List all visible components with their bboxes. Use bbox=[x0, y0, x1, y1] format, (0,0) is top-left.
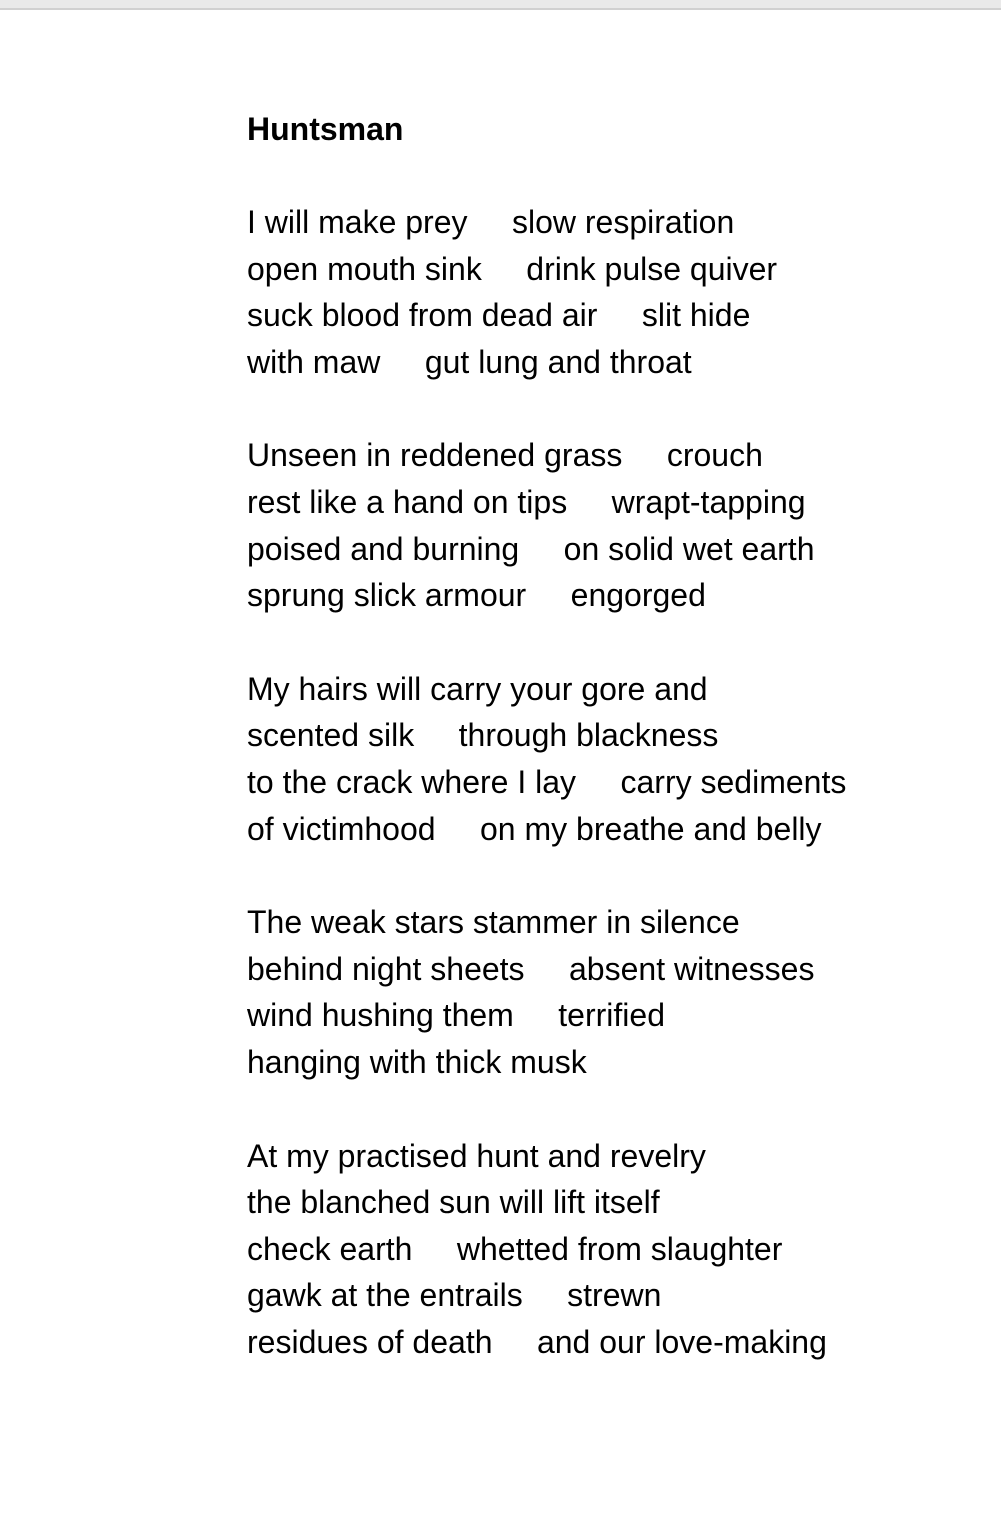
poem-line: behind night sheets absent witnesses bbox=[247, 950, 815, 987]
poem-line: check earth whetted from slaughter bbox=[247, 1230, 783, 1267]
stanza-4 bbox=[247, 899, 987, 1085]
poem-line: poised and burning on solid wet earth bbox=[247, 530, 815, 567]
stanza-3 bbox=[247, 666, 987, 852]
poem-line: with maw gut lung and throat bbox=[247, 343, 692, 380]
poem-line: of victimhood on my breathe and belly bbox=[247, 810, 822, 847]
stanza-5 bbox=[247, 1133, 987, 1366]
poem-line: I will make prey slow respiration bbox=[247, 204, 735, 240]
poem-line: to the crack where I lay carry sediments bbox=[247, 763, 847, 800]
poem-line: suck blood from dead air slit hide bbox=[247, 297, 751, 334]
poem-line: open mouth sink drink pulse quiver bbox=[247, 250, 778, 287]
stanza-1 bbox=[247, 199, 987, 385]
stanza-2 bbox=[247, 432, 987, 618]
poem-line: At my practised hunt and revelry bbox=[247, 1137, 706, 1174]
poem-line: The weak stars stammer in silence bbox=[247, 904, 740, 941]
poem-line: hanging with thick musk bbox=[247, 1043, 587, 1080]
poem-line: the blanched sun will lift itself bbox=[247, 1184, 660, 1221]
poem-line: My hairs will carry your gore and bbox=[247, 670, 708, 707]
poem-line: residues of death and our love-making bbox=[247, 1323, 827, 1360]
document-page bbox=[0, 10, 1001, 1520]
poem-line: rest like a hand on tips wrapt-tapping bbox=[247, 483, 806, 520]
poem-line: Unseen in reddened grass crouch bbox=[247, 437, 763, 474]
poem-title: Huntsman bbox=[247, 111, 404, 147]
window-top-edge bbox=[0, 0, 1001, 10]
poem-line: sprung slick armour engorged bbox=[247, 577, 706, 614]
poem-line: wind hushing them terrified bbox=[247, 997, 665, 1034]
poem bbox=[247, 106, 987, 1412]
poem-line: scented silk through blackness bbox=[247, 717, 719, 754]
poem-line: gawk at the entrails strewn bbox=[247, 1277, 662, 1314]
